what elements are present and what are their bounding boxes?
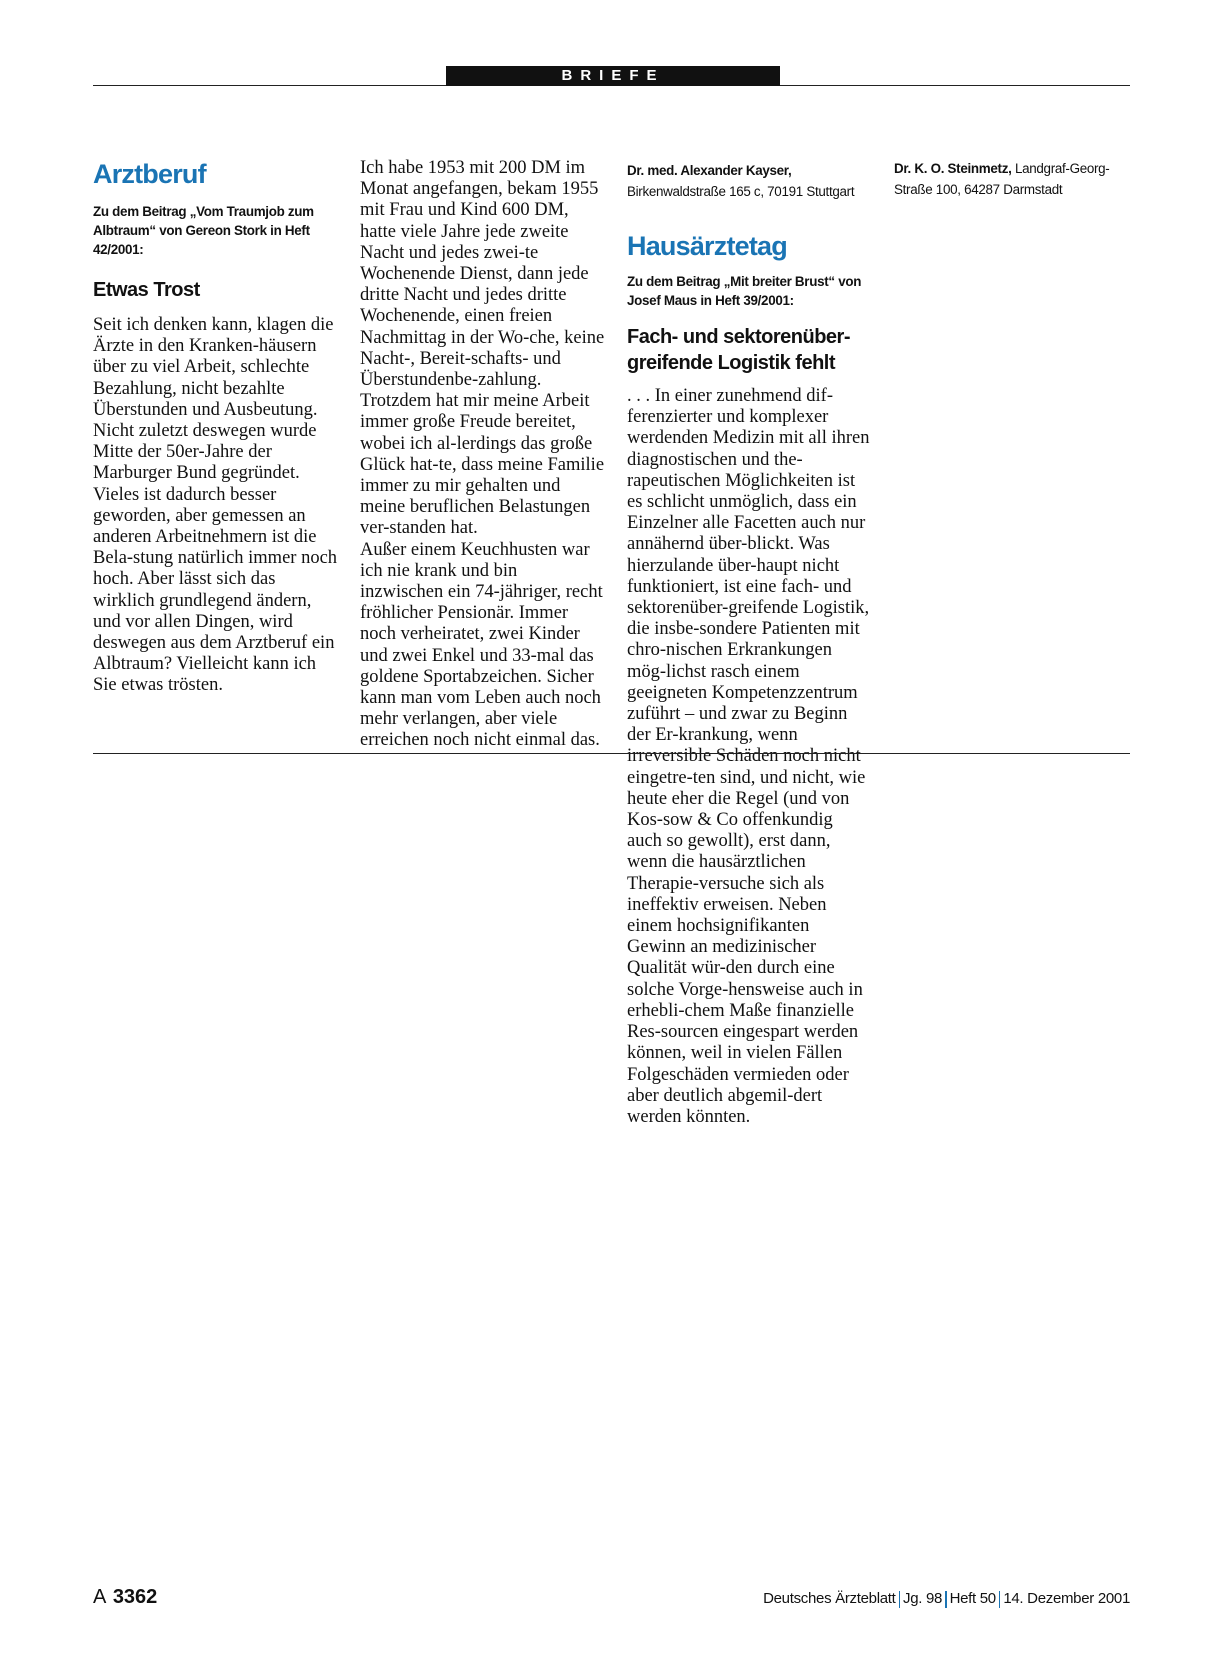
- column-4: [894, 158, 1139, 200]
- page-prefix: A: [93, 1586, 106, 1608]
- letter2-reference: Zu dem Beitrag „Mit breiter Brust“ von Josef Maus in Heft 39/2001:: [627, 274, 862, 308]
- letter1-reference: Zu dem Beitrag „Vom Traumjob zum Albtraum“ von Gereon Stork in Heft 42/2001:: [93, 204, 314, 257]
- page-number-value: 3362: [112, 1586, 158, 1608]
- page-number: [93, 1585, 157, 1609]
- article-bottom-rule: [93, 753, 1130, 754]
- column-3: [627, 158, 872, 1128]
- letter2-signature-address: Landgraf-Georg-Straße 100, 64287 Darmstadt: [894, 161, 1110, 197]
- issue-info: [763, 1588, 1130, 1610]
- volume: Jg. 98: [903, 1590, 943, 1607]
- issue-number: Heft 50: [949, 1590, 996, 1607]
- separator: [899, 1591, 901, 1608]
- journal-name: Deutsches Ärzteblatt: [763, 1590, 896, 1607]
- column-1: [93, 158, 338, 697]
- letter1-body-p1: Seit ich denken kann, klagen die Ärzte in den Kranken-häusern über zu viel Arbeit, schlechte Bezahlung, nicht bezahlte Überstunden und Ausbeutung. Nicht zuletzt deswegen wurde Mitte der 50er-Jahre der Marburger Bund gegründet. Vieles ist dadurch besser geworden, aber gemessen an anderen Arbeitnehmern ist die Bela-stung natürlich immer noch hoch. Aber lässt sich das wirklich grundlegend ändern, und vor allen Dingen, wird deswegen aus dem Arztberuf ein Albtraum? Vielleicht kann ich Sie etwas trösten.: [93, 315, 338, 696]
- separator: [999, 1591, 1001, 1608]
- letter2-signature: [894, 158, 1139, 200]
- letter1-signature-address: Birkenwaldstraße 165 c, 70191 Stuttgart: [627, 184, 855, 199]
- letter1-body-p2: Ich habe 1953 mit 200 DM im Monat angefangen, bekam 1955 mit Frau und Kind 600 DM, hatte viele Jahre jede zweite Nacht und jedes zwei-te Wochenende Dienst, dann jede dritte Nacht und jedes dritte Wochenende, einen freien Nachmittag in der Wo-che, keine Nacht-, Bereit-schafts- und Überstundenbe-zahlung. Trotzdem hat mir meine Arbeit immer große Freude bereitet, wobei ich al-lerdings das große Glück hat-te, dass meine Familie immer zu mir gehalten und meine beruflichen Belastungen ver-standen hat.: [360, 158, 605, 539]
- letter1-topic: Arztberuf: [93, 159, 206, 189]
- letter2-body-p1: . . . In einer zunehmend dif-ferenzierter und komplexer werdenden Medizin mit all ihren diagnostischen und the-rapeutischen Möglichkeiten ist es schlicht unmöglich, dass ein Einzelner alle Facetten auch nur annähernd über-blickt. Was hierzulande über-haupt nicht funktioniert, ist eine fach- und sektorenüber-greifende Logistik, die insbe-sondere Patienten mit chro-nischen Erkrankungen mög-lichst rasch einem geeigneten Kompetenzzentrum zuführt – und zwar zu Beginn der Er-krankung, wenn irreversible Schäden noch nicht eingetre-ten sind, und nicht, wie heute eher die Regel (und von Kos-sow & Co offenkundig auch so gewollt), erst dann, wenn die hausärztlichen Therapie-versuche sich als ineffektiv erweisen. Neben einem hochsignifikanten Gewinn an medizinischer Qualität wür-den durch eine solche Vorge-hensweise auch in erhebli-chem Maße finanzielle Res-sourcen eingespart werden können, weil in vielen Fällen Folgeschäden vermieden oder aber deutlich abgemil-dert werden könnten.: [627, 386, 870, 1127]
- column-2: [360, 158, 605, 752]
- letter1-signature: [627, 160, 872, 202]
- letter1-headline: Etwas Trost: [93, 279, 200, 301]
- section-tag: BRIEFE: [446, 66, 780, 86]
- letter2-headline: Fach- und sektorenüber-greifende Logistik fehlt: [627, 326, 850, 374]
- letter2-topic: Hausärztetag: [627, 231, 787, 261]
- letter1-body-p3: Außer einem Keuchhusten war ich nie krank und bin inzwischen ein 74-jähriger, recht fröhlicher Pensionär. Immer noch verheiratet, zwei Kinder und zwei Enkel und 33-mal das goldene Sportabzeichen. Sicher kann man vom Leben auch noch mehr verlangen, aber viele erreichen noch nicht einmal das.: [360, 539, 603, 751]
- separator: [945, 1591, 947, 1608]
- issue-date: 14. Dezember 2001: [1003, 1590, 1130, 1607]
- letter2-signature-name: Dr. K. O. Steinmetz,: [894, 161, 1012, 176]
- letter1-signature-name: Dr. med. Alexander Kayser,: [627, 163, 792, 178]
